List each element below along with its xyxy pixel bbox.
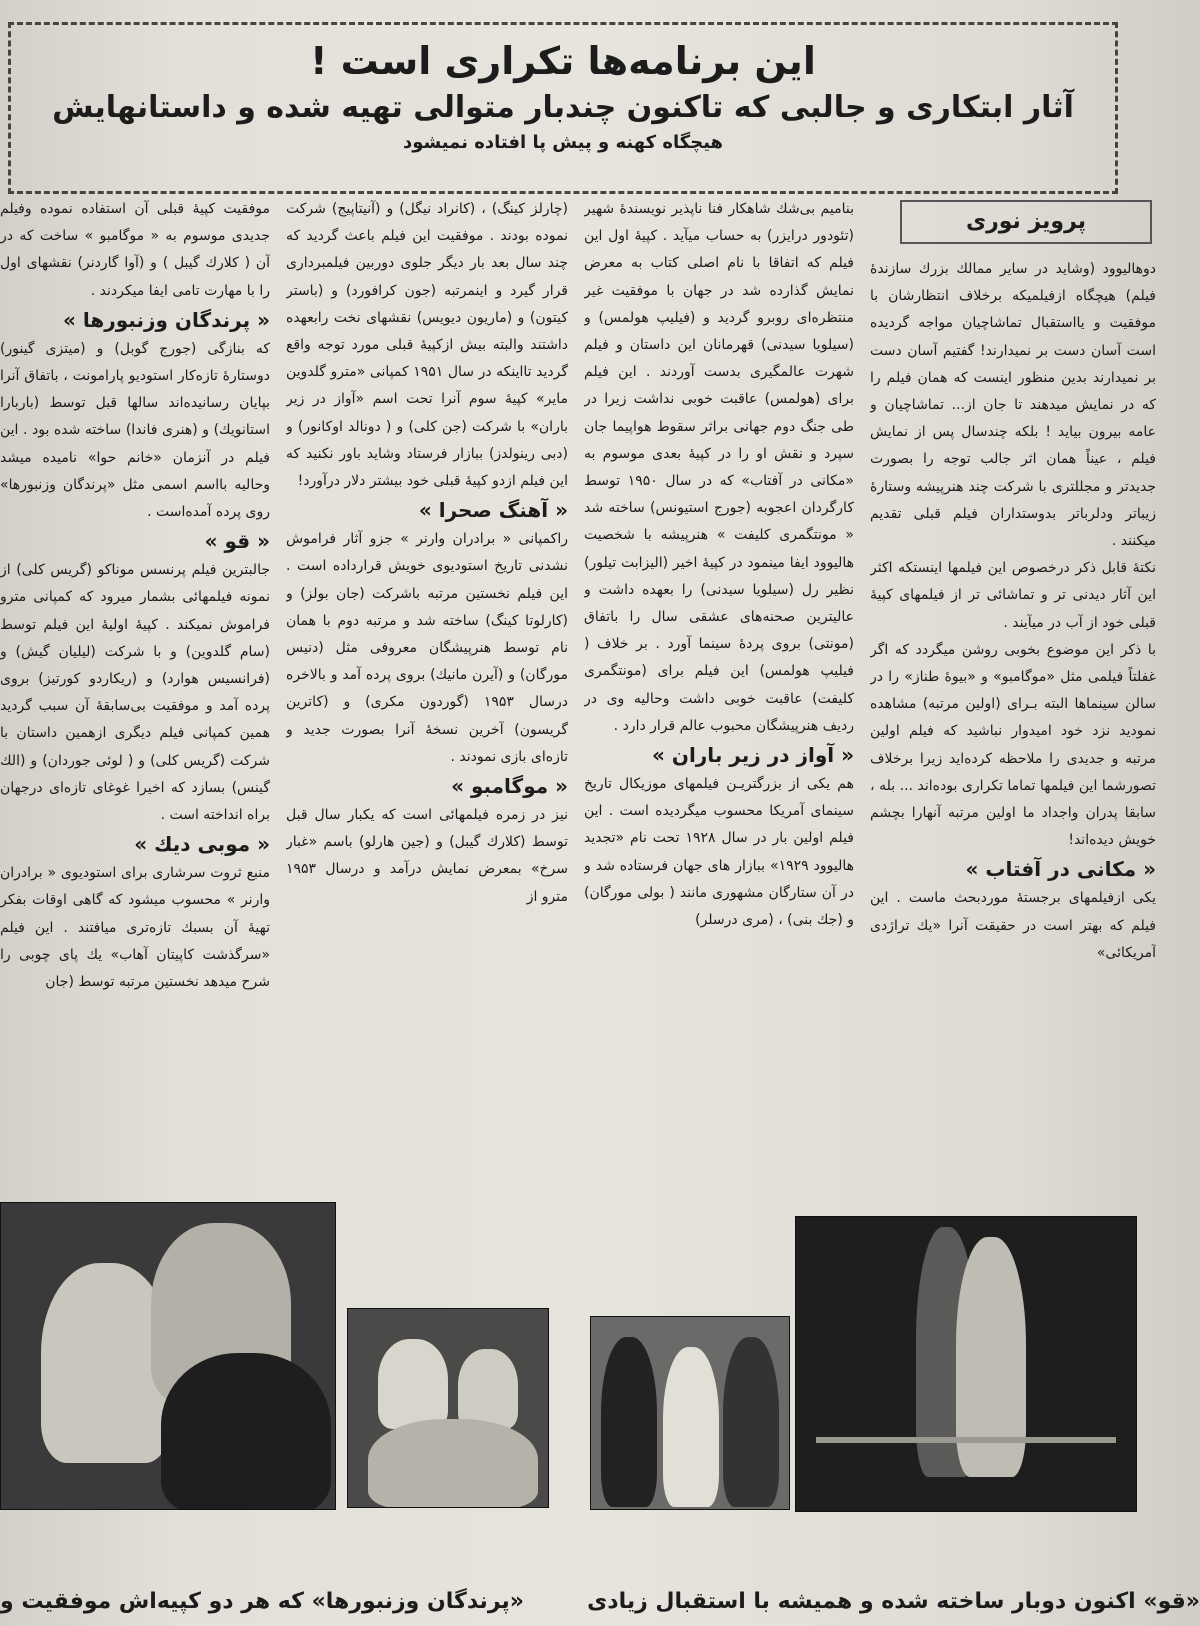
article-column-3 — [286, 196, 568, 1216]
paragraph: هم یکی از بزرگتریـن فیلمهای موزیکال تاریخ سینمای آمریکا محسوب میگردیده است . این فیلم اولین بار در سال ۱۹۲۸ تحت نام «تجدید هالیوود ۱۹۲۹» ببازار های جهان فرستاده شد و در آن ستارگان مشهوری مانند ( بولی مورگان) و (جك بنی) ، (مری درسلر) — [584, 776, 854, 929]
photo-three-people — [590, 1316, 790, 1510]
section-heading: « قو » — [204, 529, 270, 554]
headline-title: این برنامه‌ها تکراری است ! — [310, 39, 816, 83]
author-byline: پرویز نوری — [900, 200, 1152, 244]
paragraph: نکتهٔ قابل ذکر درخصوص این فیلمها اینستکه اکثر این آثار دیدنی تر و تماشائی تر از فیلمهای کپیهٔ قبلی خود از آب در میآیند . — [870, 560, 1156, 631]
section-heading: « آواز در زیر باران » — [651, 743, 854, 768]
paragraph: منبع ثروت سرشاری برای استودیوی « برادران وارنر » محسوب میشود که گاهی اوقات بفکر تهیهٔ آن بسبك تازه‌تری میافتند . این فیلم «سرگذشت کاپیتان آهاب» یك پای چوبی را شرح میدهد نخستین مرتبه توسط (جان — [0, 865, 270, 991]
paragraph: موفقیت کپیهٔ قبلی آن استفاده نموده وفیلم جدیدی موسوم به « موگامبو » ساخت که در آن ( کلارك گیبل ) و (آوا گاردنر) نقشهای اول را با مهارت تامی ایفا میکردند . — [0, 201, 270, 299]
paragraph: که بنازگی (جورج گوبل) و (میتزی گینور) دوستارهٔ تازه‌کار استودیو پارامونت ، باتفاق آنرا بپایان رسانیده‌اند سالها قبل توسط (باربارا استانویك) و (هنری فاندا) ساخته شده بود . این فیلم در آنزمان «خانم حوا» نامیده میشد وحالیه بااسم اسمی مثل «پرندگان وزنبورها» روی پرده آمده‌است . — [0, 340, 270, 521]
paragraph: یکی ازفیلمهای برجستهٔ موردبحث ماست . این فیلم که بهتر است در حقیقت آنرا «یك تراژدی آمریکائی» — [870, 890, 1156, 961]
section-heading: « مکانی در آفتاب » — [965, 857, 1156, 882]
section-heading: « آهنگ صحرا » — [418, 498, 568, 523]
headline-subtitle: آثار ابتکاری و جالبی که تاکنون چندبار متوالی تهیه شده و داستانهایش — [52, 90, 1074, 125]
article-column-4 — [0, 196, 270, 1216]
photo-caption-right: «قو» اکنون دوبار ساخته شده و همیشه با استقبال زیادی — [587, 1589, 1200, 1614]
paragraph: راکمپانی « برادران وارنر » جزو آثار فراموش نشدنی تاریخ استودیوی خویش قرارداده است . این فیلم نخستین مرتبه باشرکت (جان بولز) و (کارلوتا کینگ) ساخته شد و مرتبه دوم با همان نام توسط هنرپیشگان معروفی مثل (دنیس مورگان) و (آیرن مانیك) بروی پرده آمد و بالاخره درسال ۱۹۵۳ (گوردون مکری) و (کاترین گریسون) آخرین نسخهٔ آنرا بصورت جدید و تازه‌ای بازی نمودند . — [286, 531, 568, 765]
paragraph: جالبترین فیلم پرنسس موناکو (گریس کلی) از نمونه فیلمهائی بشمار میرود که کمپانی مترو فراموش نمیکند . کپیهٔ اولیهٔ این فیلم توسط (سام گلدوین) و با شرکت (لیلیان گیش) و (فرانسیس هوارد) و (ریکاردو کورتیز) بروی پرده آمد و موفقیت بی‌سابقهٔ آن سبب گردید همین کمپانی فیلم دیگری ازهمین داستان با شرکت (گریس کلی) و ( لوئی جوردان) و (الك گینس) بسازد که اخیرا غوغای تازه‌ای درجهان براه انداخته است . — [0, 562, 270, 824]
paragraph: دوهالیوود (وشاید در سایر ممالك بزرك سازندهٔ فیلم) هیچگاه ازفیلمیکه برخلاف انتظارشان با موفقیت و یااستقبال تماشاچیان مواجه گردیده است آسان دست بر نمیدارند! گفتیم آسان دست بر نمیدارند بدین منظور اینست که همان فیلم را که در نمایش میدهند تا جان از... تماشاچیان و عامه بیرون بیاید ! بلکه چندسال پس از نمایش فیلم ، عیناً همان اثر جالب توجه را بصورت جدیدتر و مجللتری با شرکت چند هنرپیشه وستارهٔ زیباتر ودلرباتر بدوستداران فیلم قبلی تقدیم میکنند . — [870, 261, 1156, 550]
paragraph: با ذکر این موضوع بخوبی روشن میگردد که اگر غفلتاً فیلمی مثل «موگامبو» و «بیوهٔ طناز» را در سالن سینماها البته بـرای (اولین مرتبه) مشاهده نمودید نزد خود امیدوار نباشید که فیلم اولین مرتبه و جدیدی را ملاحظه کرده‌اید زیرا برخلاف تصورشما این فیلمها تماما تکراری بوده‌اند ... بله ، سابقا پدران واجداد ما اولین مرتبه آنهارا بچشم خویش دیده‌اند! — [870, 641, 1156, 849]
photo-stage-couple — [795, 1216, 1137, 1512]
photo-couple-embrace — [0, 1202, 336, 1510]
section-heading: « موگامبو » — [451, 774, 568, 799]
photo-caption-left: «پرندگان وزنبورها» که هر دو کپیه‌اش موفقیت و — [0, 1589, 524, 1614]
paragraph: بنامیم بی‌شك شاهکار فنا ناپذیر نویسندهٔ شهیر (تئودور درایزر) به حساب میآید . کپیهٔ اول این فیلم که اتفاقا با نام اصلی کتاب به معرض نمایش گذارده شد در جهان با موفقیت غیر منتظره‌ای روبرو گردید و (فیلیپ هولمس) و (سیلویا سیدنی) قهرمانان این داستان و فیلم شهرت عالمگیری بدست آوردند . این فیلم برای (هولمس) عاقبت خوبی نداشت زیرا در طی جنگ دوم جهانی براثر سقوط هواپیما جان سپرد و نقش او را در کپیهٔ بعدی موسوم به «مکانی در آفتاب» که در سال ۱۹۵۰ توسط کارگردان اعجوبه (جورج استیونس) ساخته شد « مونتگمری کلیفت » هنرپیشه با شخصیت هالیوود ایفا مینمود در کپیهٔ اخیر (الیزابت تیلور) نظیر رل (سیلویا سیدنی) را بعهده داشت و عالیترین صحنه‌های عشقی سال را باتفاق (مونتی) بروی پردهٔ سینما آورد . بر خلاف ( فیلیپ هولمس) این فیلم برای (مونتگمری کلیفت) عاقبت خوبی داشت وحالیه وی در ردیف هنرپیشگان محبوب عالم قرار دارد . — [584, 201, 854, 734]
article-column-1 — [870, 196, 1156, 1216]
headline-subtitle-line2: هیچگاه کهنه و پیش پا افتاده نمیشود — [402, 132, 724, 153]
photo-two-people — [347, 1308, 549, 1508]
paragraph: (چارلز کینگ) ، (کانراد نیگل) و (آنیتاپیج) شرکت نموده بودند . موفقیت این فیلم باعث گردید که چند سال بعد بار دیگر جلوی دوربین فیلمبرداری قرار گیرد و اینمرتبه (جون کرافورد) و (باستر کیتون) و (ماریون دیویس) نقشهای نخت رابعهده داشتند والبته بیش ازکپیهٔ قبلی مورد توجه واقع گردید تااینکه در سال ۱۹۵۱ کمپانی «مترو گلدوین مایر» کپیهٔ سوم آنرا تحت اسم «آواز در زیر باران» با شرکت (جن کلی) و ( دونالد اوکانور) و (دبی رینولدز) ببازار فرستاد وشاید باور نکنید که این فیلم ازدو کپیهٔ قبلی خود بیشتر دلار درآورد! — [286, 201, 568, 490]
paragraph: نیز در زمره فیلمهائی است که یکبار سال قبل توسط (کلارك گیبل) و (جین هارلو) باسم «غبار سرخ» بمعرض نمایش درآمد و درسال ۱۹۵۳ مترو از — [286, 807, 568, 905]
section-heading: « پرندگان وزنبورها » — [62, 307, 270, 332]
article-column-2 — [584, 196, 854, 1216]
headline-box — [8, 22, 1118, 194]
section-heading: « موبی دیك » — [134, 832, 270, 857]
